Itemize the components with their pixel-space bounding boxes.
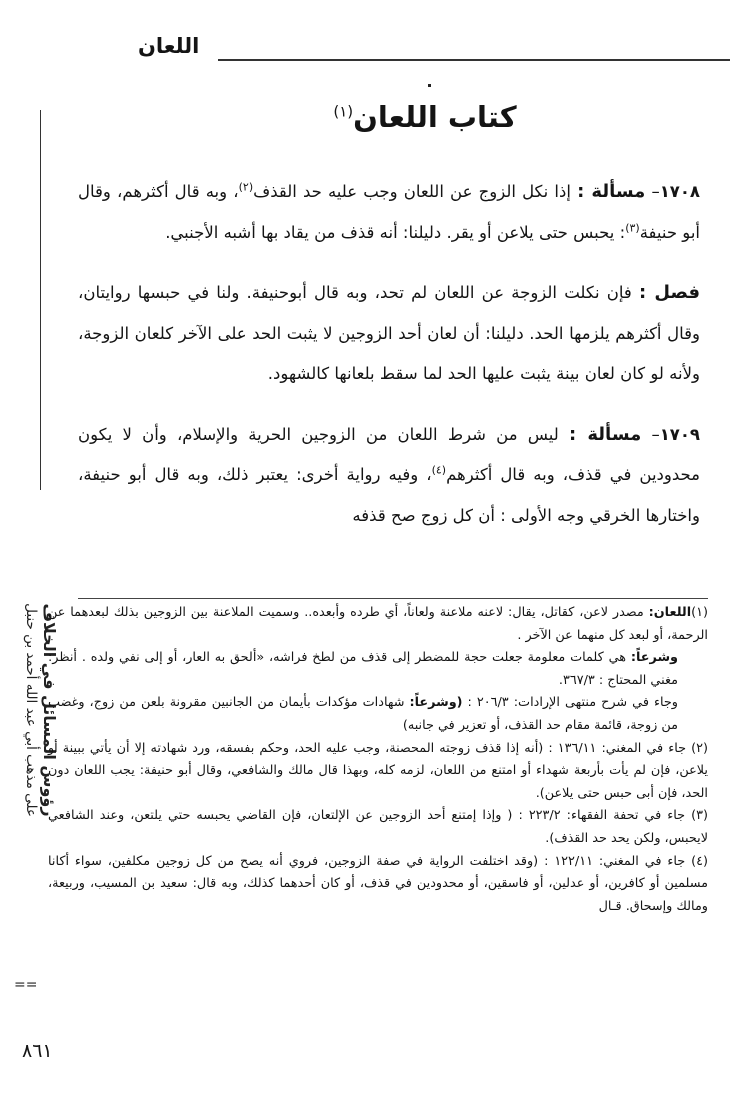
footnote-keyword: (وشرعاً: xyxy=(409,695,463,711)
chapter-footnote-ref: (١) xyxy=(333,102,354,121)
issue-number: ١٧٠٩ xyxy=(659,424,701,444)
chapter-title-text: كتاب اللعان xyxy=(353,100,517,134)
footnote-text: وجاء في شرح منتهى الإرادات: ٢٠٦/٣ : xyxy=(462,695,678,711)
section-text: فإن نكلت الزوجة عن اللعان لم تحد، وبه قال أبوحنيفة. ولنا في حبسها روايتان، وقال أكثرهم يلزمها الحد. دليلنا: أن لعان أحد الزوجين لا يثبت الحد على الآخر كلعان الزوجة، ولأنه لو كان لعان بينة يثبت عليها الحد لما سقط بلعانها كالشهود. xyxy=(78,283,700,383)
issue-number: ١٧٠٨ xyxy=(659,182,700,201)
issue-1708: ١٧٠٨– مسألة : إذا نكل الزوج عن اللعان وجب عليه حد القذف$^{(٢)}$، وبه قال أكثرهم، وقال أبو حنيفة$^{(٣)}$: يحبس حتى يلاعن أو يقر. دليلنا: أنه قذف من يقاد بها أشبه الأجنبي. xyxy=(78,180,700,242)
issue-text: ليس من شرط اللعان من الزوجين الحرية والإسلام، وأن لا يكون محدودين في قذف، وبه قال أكثرهم xyxy=(78,424,701,484)
footnote-text: هي كلمات معلومة جعلت حجة للمضطر إلى قذف من لطخ فراشه، «ألحق به العار، أو إلى نفي ولده . أنظر: مغني المحتاج : ٣٦٧/٣. xyxy=(48,650,678,688)
footnote-text: شهادات مؤكدات بأيمان من الجانبين مقرونة بلعن من زوج، وغضب من زوجة، قائمة مقام حد القذف، أو تعزير في جانبه) xyxy=(48,695,678,733)
footnote-ref: (٣) xyxy=(625,221,640,234)
issue-text: إذا نكل الزوج عن اللعان وجب عليه حد القذف xyxy=(253,182,578,201)
footnote-number: (١) xyxy=(691,605,708,620)
footnote-1 xyxy=(48,602,708,647)
footnote-keyword: اللعان: xyxy=(648,605,692,620)
footnote-rule xyxy=(78,598,708,599)
side-book-title-line2: على مذهب أبي عبد الله أحمد بن حنبل xyxy=(23,603,39,817)
section-paragraph xyxy=(78,273,700,395)
issue-text: ، وفيه رواية أخرى: يعتبر ذلك، وبه قال أبو حنيفة، واختارها الخرقي وجه الأولى : أن كل زوج صح قذفه xyxy=(78,465,700,525)
issue-text: ، وبه قال أكثرهم، وقال أبو حنيفة xyxy=(78,182,700,242)
side-rule xyxy=(40,110,41,490)
footnote-ref: (٢) xyxy=(238,180,254,194)
footnote-keyword: وشرعاً: xyxy=(630,650,678,666)
continuation-mark: == xyxy=(14,977,38,993)
issue-label: مسألة : xyxy=(568,423,642,445)
section-label: فصل : xyxy=(638,282,700,303)
footnote-1-quote xyxy=(48,692,708,737)
footnote-ref: (٤) xyxy=(431,463,447,477)
footnote-1-definition xyxy=(48,647,708,692)
issue-label: مسألة : xyxy=(577,181,646,202)
print-speck xyxy=(428,84,431,87)
page-number: ٨٦١ xyxy=(22,1040,53,1062)
issue-1709: ١٧٠٩– مسألة : ليس من شرط اللعان من الزوجين الحرية والإسلام، وأن لا يكون محدودين في قذف، وبه قال أكثرهم$^{(٤)}$، وفيه رواية أخرى: يعتبر ذلك، وبه قال أبو حنيفة، واختارها الخرقي وجه الأولى : أن كل زوج صح قذفه xyxy=(78,423,701,525)
footnotes xyxy=(48,602,708,918)
main-text xyxy=(78,172,700,556)
header-rule xyxy=(218,59,730,61)
footnote-text: مصدر لاعن، كقاتل، يقال: لاعنه ملاعنة ولعاناً، أي طرده وأبعده.. وسميت الملاعنة بين الزوجين بذلك لبعدهما عن الرحمة، أو لبعد كل منهما عن الآخر . xyxy=(48,605,708,643)
side-book-title-line1: رؤوس المسائل في الخلاف xyxy=(40,603,59,817)
chapter-title xyxy=(330,100,520,134)
running-header-title: اللعان xyxy=(138,34,200,58)
footnote-3: (٣) جاء في تحفة الفقهاء: ٢٢٣/٢ : ( وإذا إمتنع أحد الزوجين عن الإلتعان، فإن القاضي يحبسه حتي يلتعن، وعند الشافعي لايحبس، ولكن يحد حد القذف). xyxy=(48,808,708,846)
footnote-4: (٤) جاء في المغني: ١٢٢/١١ : (وقد اختلفت الرواية في صفة الزوجين، فروي أنه يصح من كل زوجين مكلفين، سواء أكانا مسلمين أو كافرين، أو عدلين، أو فاسقين، أو محدودين في قذف، أو كان أحدهما كذلك، وبه قال: سعيد بن المسيب، وربيعة، ومالك وإسحاق. قـال xyxy=(48,853,708,914)
footnote-2: (٢) جاء في المغني: ١٣٦/١١ : (أنه إذا قذف زوجته المحصنة، وجب عليه الحد، وحكم بفسقه، ورد شهادته إلا أن يأتي ببينة أو يلاعن، فإن لم يأت بأربعة شهداء أو امتنع من اللعان، لزمه كله، وبهذا قال مالك والشافعي، وقال أبو حنيفة: يجب اللعان دون الحد، فإن أبى حبس حتى يلاعن). xyxy=(48,740,708,801)
issue-text: : يحبس حتى يلاعن أو يقر. دليلنا: أنه قذف من يقاد بها أشبه الأجنبي. xyxy=(165,222,626,242)
